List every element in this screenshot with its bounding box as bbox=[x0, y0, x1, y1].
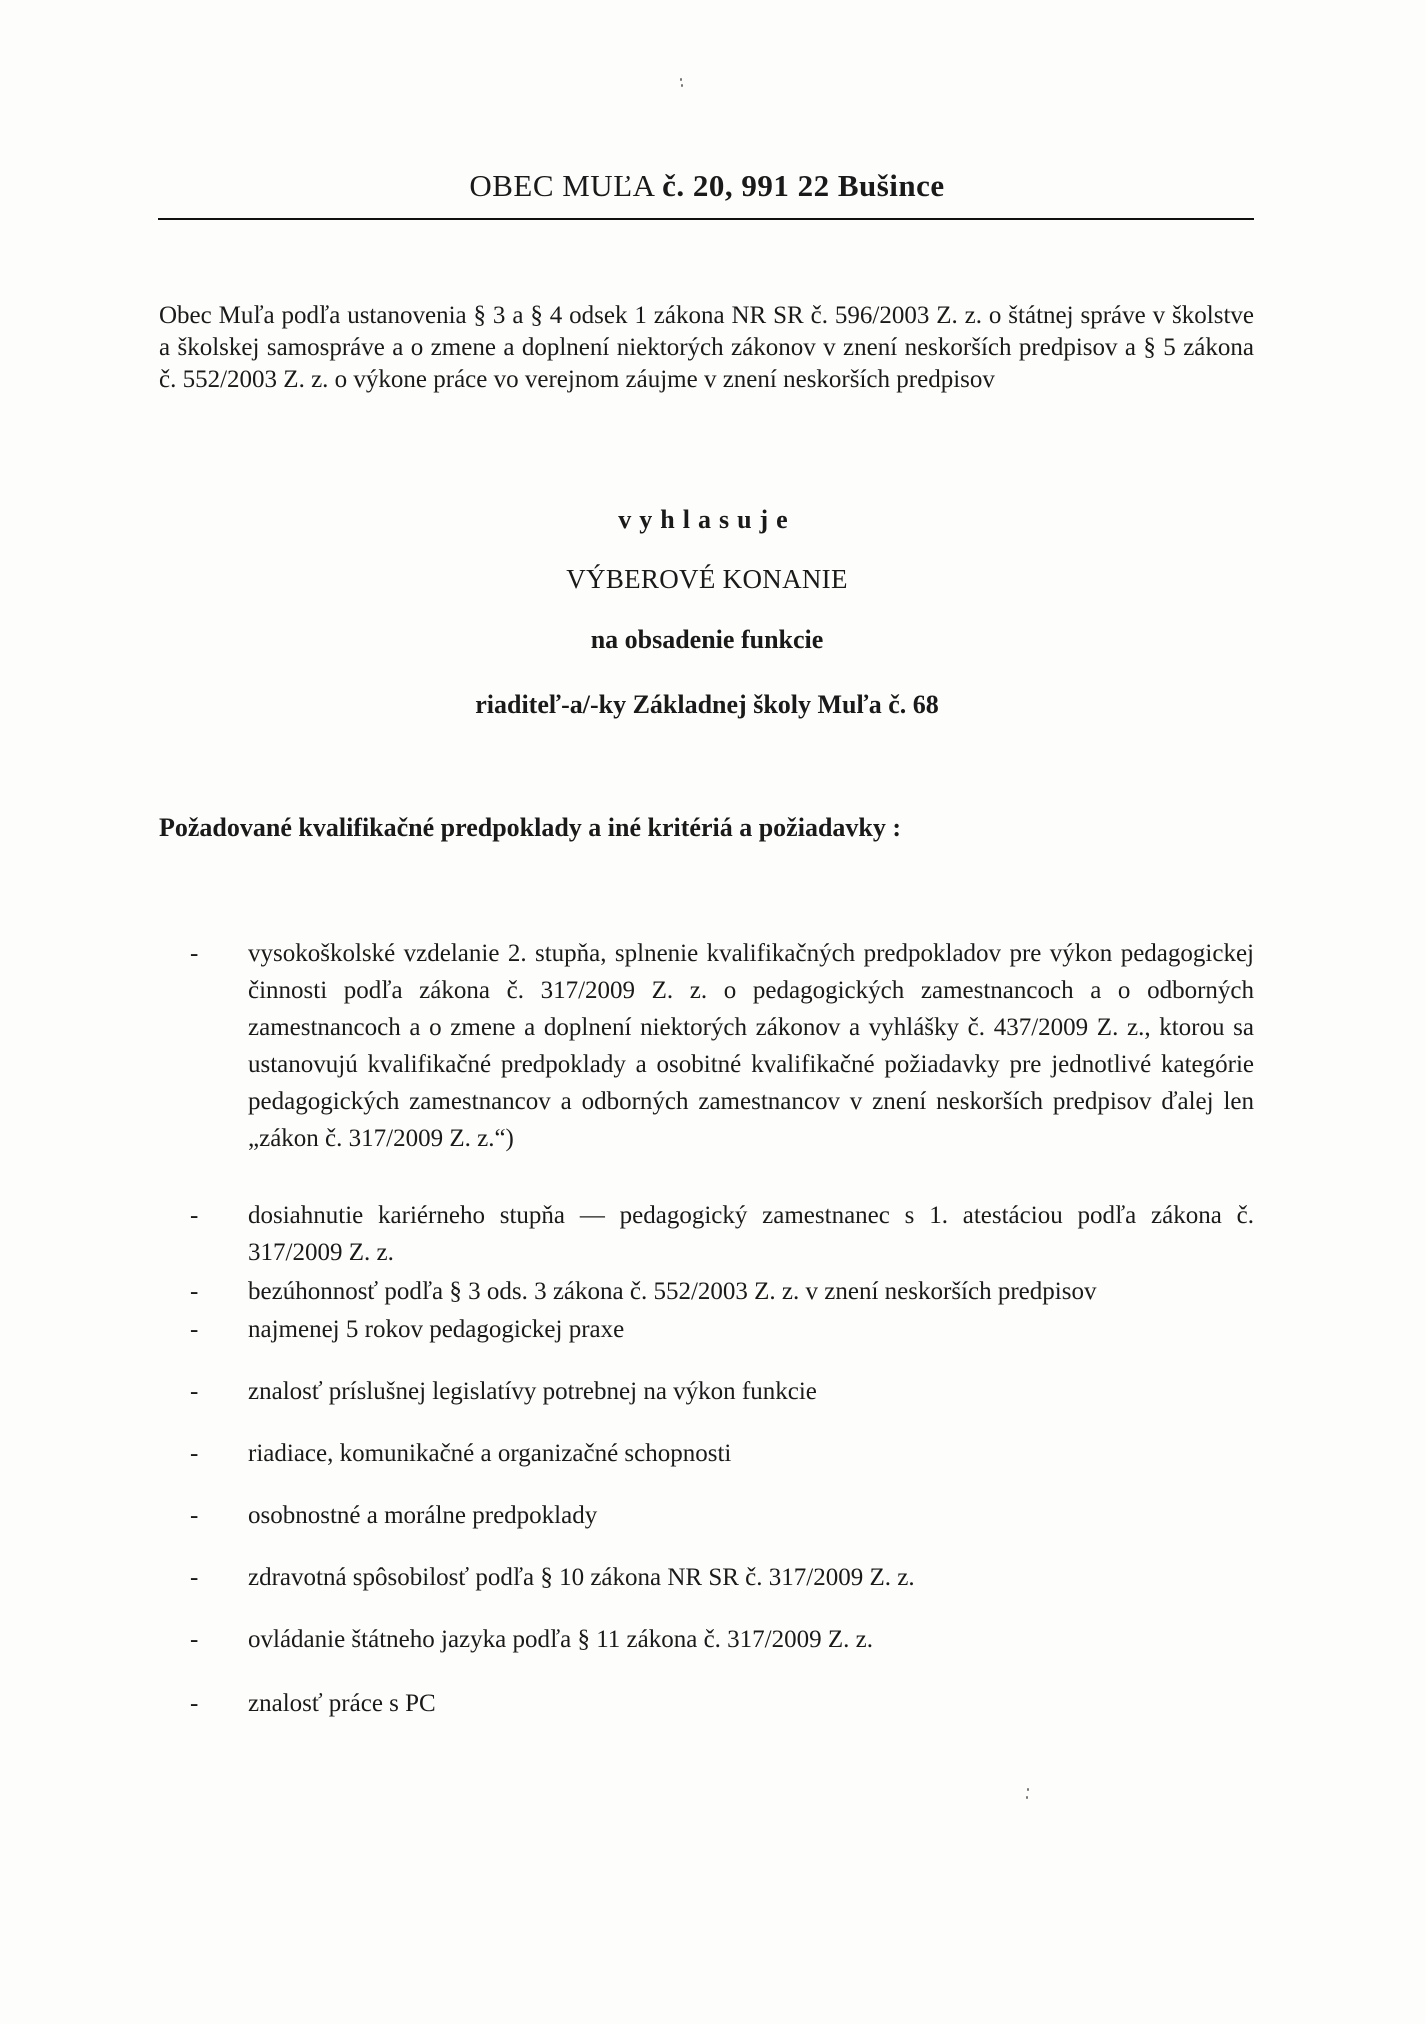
list-item-text: vysokoškolské vzdelanie 2. stupňa, splnenie kvalifikačných predpokladov pre výkon pedagogickej činnosti podľa zákona č. 317/2009 Z. z. o pedagogických zamestnancoch a o odborných zamestnancoch a o zmene a doplnení niektorých zákonov a vyhlášky č. 437/2009 Z. z., ktorou sa ustanovujú kvalifikačné predpoklady a osobitné kvalifikačné požiadavky pre jednotlivé kategórie pedagogických zamestnancov a odborných zamestnancov v znení neskorších predpisov ďalej len „zákon č. 317/2009 Z. z.“) bbox=[248, 940, 1254, 1152]
requirements-heading: Požadované kvalifikačné predpoklady a iné kritériá a požiadavky : bbox=[159, 813, 902, 842]
list-bullet: - bbox=[190, 1626, 199, 1653]
list-bullet: - bbox=[190, 1278, 199, 1305]
list-bullet: - bbox=[190, 1502, 199, 1529]
list-item-text: osobnostné a morálne predpoklady bbox=[248, 1502, 598, 1529]
announcement-title: VÝBEROVÉ KONANIE bbox=[566, 564, 848, 594]
list-bullet: - bbox=[190, 1564, 199, 1591]
list-bullet: - bbox=[190, 940, 199, 967]
announcement-verb: vyhlasuje bbox=[618, 505, 796, 534]
list-bullet: - bbox=[190, 1690, 199, 1717]
header-address: č. 20, 991 22 Bušince bbox=[662, 168, 945, 203]
intro-paragraph: Obec Muľa podľa ustanovenia § 3 a § 4 odsek 1 zákona NR SR č. 596/2003 Z. z. o štátnej správe v školstve a školskej samospráve a o zmene a doplnení niektorých zákonov v znení neskorších predpisov a § 5 zákona č. 552/2003 Z. z. o výkone práce vo verejnom záujme v znení neskorších predpisov bbox=[159, 302, 1254, 393]
list-item-text: znalosť práce s PC bbox=[248, 1690, 436, 1717]
list-item-text: znalosť príslušnej legislatívy potrebnej na výkon funkcie bbox=[248, 1378, 817, 1405]
scan-speck bbox=[1026, 1796, 1028, 1799]
list-item-text: riadiace, komunikačné a organizačné schopnosti bbox=[248, 1440, 732, 1467]
header-divider bbox=[158, 218, 1254, 220]
scan-speck bbox=[1027, 1788, 1029, 1791]
list-item-text: zdravotná spôsobilosť podľa § 10 zákona NR SR č. 317/2009 Z. z. bbox=[248, 1564, 915, 1591]
announcement-position: riaditeľ-a/-ky Základnej školy Muľa č. 68 bbox=[475, 690, 939, 719]
list-bullet: - bbox=[190, 1202, 199, 1229]
list-item-text: dosiahnutie kariérneho stupňa — pedagogický zamestnanec s 1. atestáciou podľa zákona č. 317/2009 Z. z. bbox=[248, 1202, 1254, 1266]
scan-speck bbox=[680, 78, 682, 81]
list-bullet: - bbox=[190, 1378, 199, 1405]
list-bullet: - bbox=[190, 1440, 199, 1467]
list-item-text: bezúhonnosť podľa § 3 ods. 3 zákona č. 552/2003 Z. z. v znení neskorších predpisov bbox=[248, 1278, 1097, 1305]
header-name: OBEC MUĽA bbox=[469, 168, 663, 203]
announcement-purpose: na obsadenie funkcie bbox=[590, 625, 824, 654]
list-item-text: ovládanie štátneho jazyka podľa § 11 zákona č. 317/2009 Z. z. bbox=[248, 1626, 873, 1653]
list-bullet: - bbox=[190, 1316, 199, 1343]
list-item-text: najmenej 5 rokov pedagogickej praxe bbox=[248, 1316, 625, 1343]
scan-speck bbox=[681, 84, 683, 87]
municipality-header bbox=[160, 168, 1254, 204]
